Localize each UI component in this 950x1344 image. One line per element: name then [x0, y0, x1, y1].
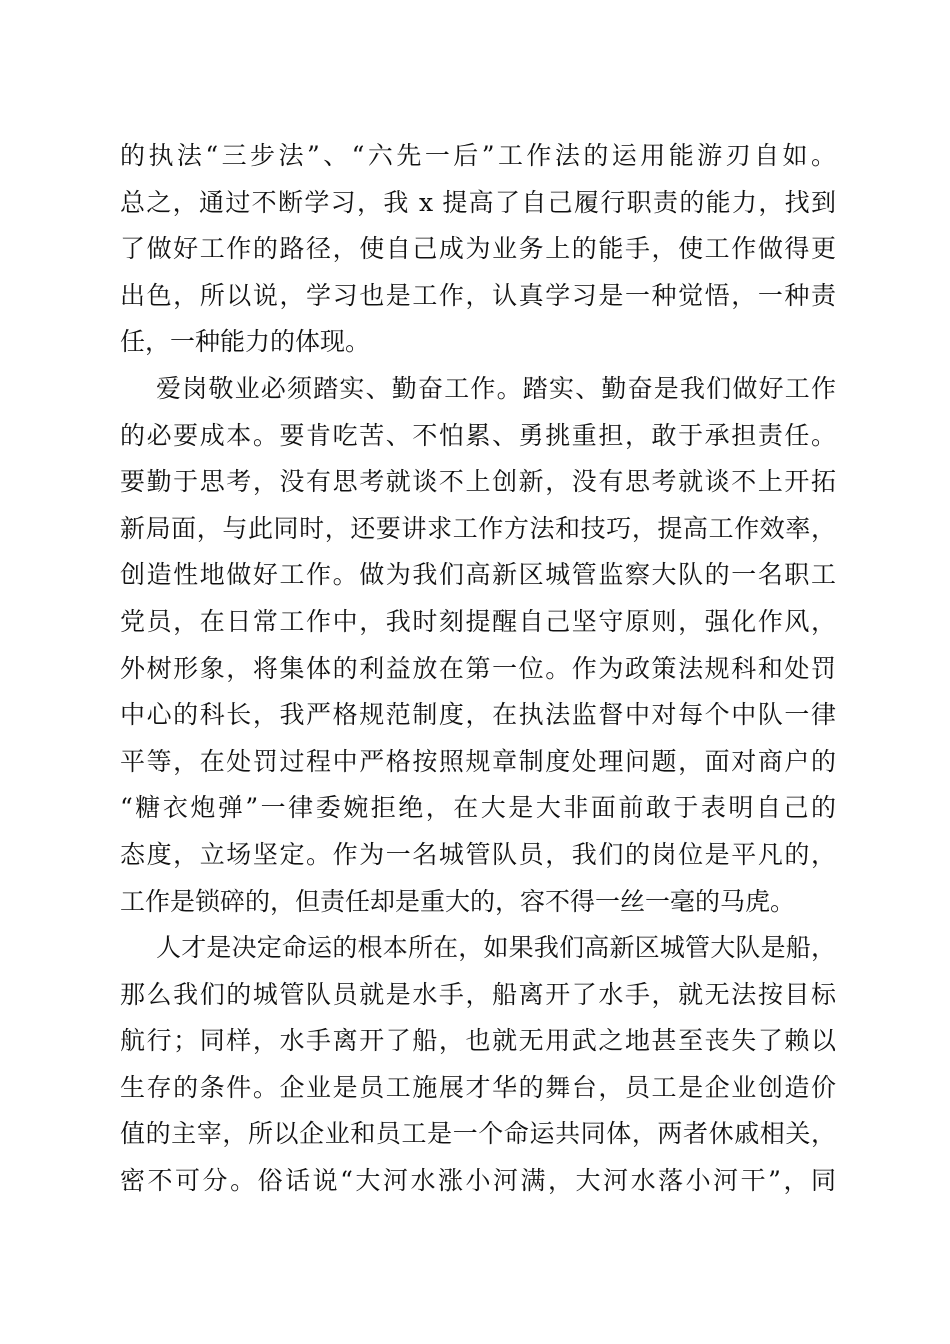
text-line: 任，一种能力的体现。	[120, 327, 371, 357]
text-line: 工作是锁碎的，但责任却是重大的，容不得一丝一毫的马虎。	[120, 886, 796, 916]
text-line: 的执法“三步法”、“六先一后”工作法的运用能游刃自如。	[120, 141, 836, 170]
body-text	[120, 133, 836, 1205]
text-line: 了做好工作的路径，使自己成为业务上的能手，使工作做得更	[120, 234, 836, 264]
paragraph-start-line: 爱岗敬业必须踏实、勤奋工作。踏实、勤奋是我们做好工作	[156, 373, 836, 403]
text-line: 出色，所以说，学习也是工作，认真学习是一种觉悟，一种责	[120, 280, 836, 310]
text-line: 生存的条件。企业是员工施展才华的舞台，员工是企业创造价	[120, 1072, 836, 1102]
paragraph-start-line: 人才是决定命运的根本所在，如果我们高新区城管大队是船，	[156, 933, 836, 963]
text-line: 中心的科长，我严格规范制度，在执法监督中对每个中队一律	[120, 700, 836, 730]
text-line: 要勤于思考，没有思考就谈不上创新，没有思考就谈不上开拓	[120, 467, 836, 497]
text-line: 平等，在处罚过程中严格按照规章制度处理问题，面对商户的	[120, 746, 836, 776]
text-line: 航行；同样，水手离开了船，也就无用武之地甚至丧失了赖以	[120, 1026, 836, 1056]
text-line: 值的主宰，所以企业和员工是一个命运共同体，两者休戚相关，	[120, 1119, 836, 1149]
text-line: 总之，通过不断学习，我 x 提高了自己履行职责的能力，找到	[120, 187, 836, 217]
text-line: 外树形象，将集体的利益放在第一位。作为政策法规科和处罚	[120, 653, 836, 683]
text-line: 密不可分。俗话说“大河水涨小河满，大河水落小河干”，同	[120, 1166, 836, 1196]
text-line: 的必要成本。要肯吃苦、不怕累、勇挑重担，敢于承担责任。	[120, 420, 836, 450]
text-line: 态度，立场坚定。作为一名城管队员，我们的岗位是平凡的，	[120, 839, 836, 869]
text-line: 新局面，与此同时，还要讲求工作方法和技巧，提高工作效率，	[120, 513, 836, 543]
text-line: “糖衣炮弹”一律委婉拒绝，在大是大非面前敢于表明自己的	[120, 793, 836, 823]
text-line: 创造性地做好工作。做为我们高新区城管监察大队的一名职工	[120, 560, 836, 590]
text-line: 那么我们的城管队员就是水手，船离开了水手，就无法按目标	[120, 979, 836, 1009]
text-line: 党员，在日常工作中，我时刻提醒自己坚守原则，强化作风，	[120, 606, 836, 636]
